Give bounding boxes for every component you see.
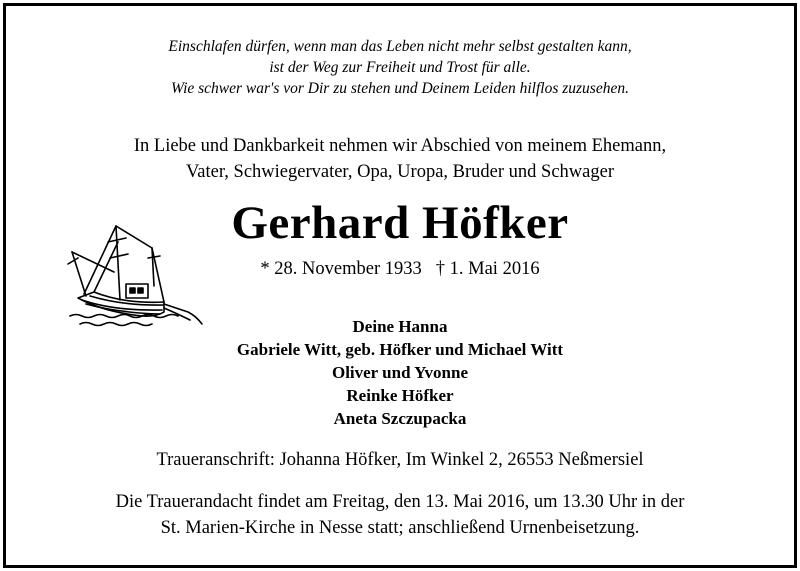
mourning-address: Traueranschrift: Johanna Höfker, Im Winkel 2, 26553 Neßmersiel xyxy=(156,450,644,470)
service-line-1: Die Trauerandacht findet am Freitag, den 13. Mai 2016, um 13.30 Uhr in der xyxy=(115,492,685,512)
poem-line-2: ist der Weg zur Freiheit und Trost für alle. xyxy=(269,59,531,76)
mourner-2: Gabriele Witt, geb. Höfker und Michael Witt xyxy=(236,340,564,359)
poem-line-3: Wie schwer war's vor Dir zu stehen und Deinem Leiden hilflos zuzusehen. xyxy=(171,80,629,97)
mourner-4: Reinke Höfker xyxy=(346,386,454,405)
service-info xyxy=(0,489,800,541)
poem-line-1: Einschlafen dürfen, wenn man das Leben nicht mehr selbst gestalten kann, xyxy=(168,38,632,55)
deceased-name: Gerhard Höfker xyxy=(231,197,569,249)
intro-line-1: In Liebe und Dankbarkeit nehmen wir Abschied von meinem Ehemann, xyxy=(133,136,667,156)
service-line-2: St. Marien-Kirche in Nesse statt; anschließend Urnenbeisetzung. xyxy=(160,518,640,538)
mourners-list xyxy=(0,315,800,430)
poem-verse xyxy=(0,36,800,99)
birth-date: * 28. November 1933 xyxy=(260,259,422,279)
intro-line-2: Vater, Schwiegervater, Opa, Uropa, Bruder und Schwager xyxy=(186,162,614,182)
death-date: † 1. Mai 2016 xyxy=(435,259,540,279)
mourner-1: Deine Hanna xyxy=(352,317,448,336)
mourner-5: Aneta Szczupacka xyxy=(333,409,467,428)
intro-text xyxy=(0,133,800,185)
mourner-3: Oliver und Yvonne xyxy=(331,363,469,382)
